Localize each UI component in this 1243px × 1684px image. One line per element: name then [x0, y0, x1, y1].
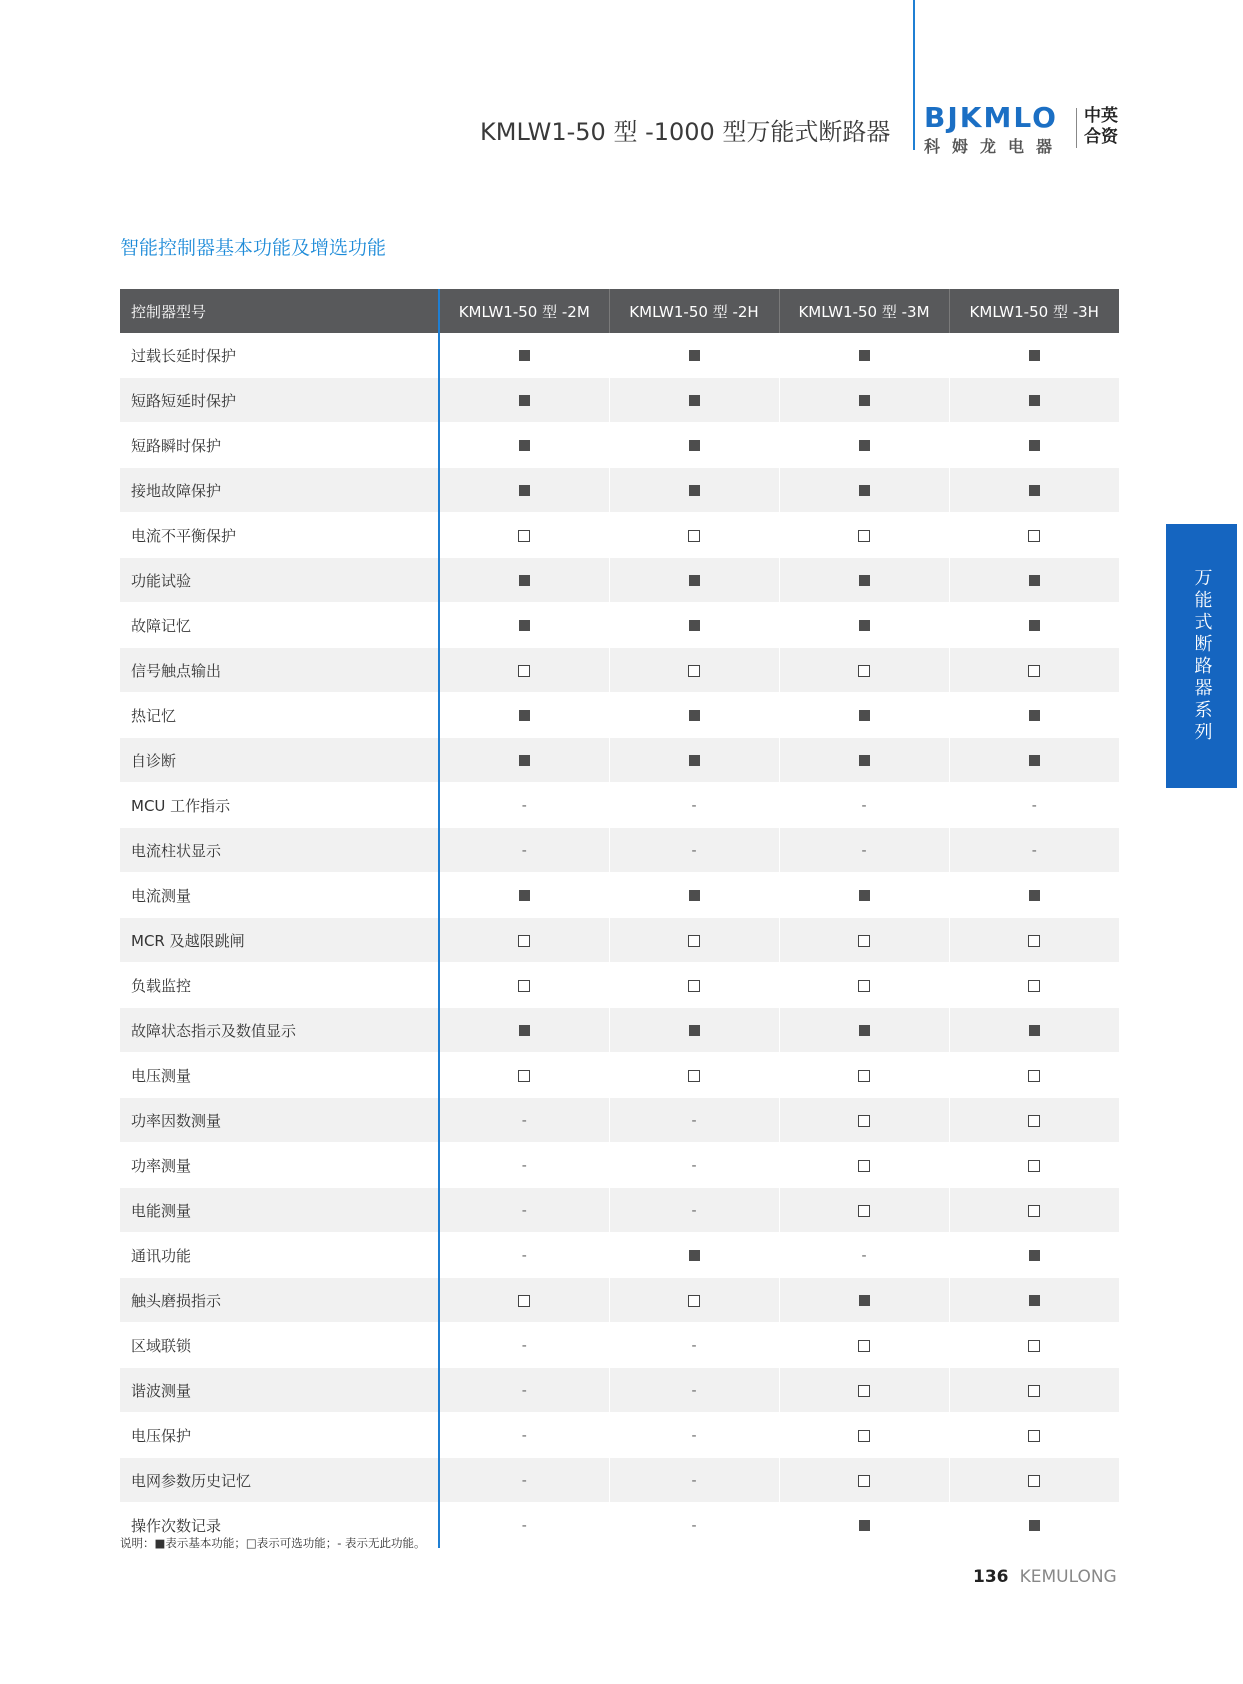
table-row	[120, 1368, 1119, 1413]
table-header-row	[120, 289, 1119, 333]
function-cell	[439, 1278, 609, 1323]
function-cell	[609, 918, 779, 963]
table-row	[120, 1413, 1119, 1458]
optional-function-mark	[858, 1340, 870, 1352]
optional-function-mark	[858, 1205, 870, 1217]
function-name: 谐波测量	[120, 1368, 439, 1413]
function-cell	[949, 918, 1119, 963]
basic-function-mark	[859, 755, 870, 766]
no-function-mark: -	[521, 1113, 527, 1129]
function-cell	[949, 1458, 1119, 1503]
optional-function-mark	[858, 665, 870, 677]
no-function-mark: -	[521, 798, 527, 814]
optional-function-mark	[858, 1430, 870, 1442]
table-row	[120, 333, 1119, 378]
no-function-mark: -	[521, 1383, 527, 1399]
footer-brand: KEMULONG	[1019, 1567, 1117, 1587]
function-name: 电流柱状显示	[120, 828, 439, 873]
optional-function-mark	[688, 980, 700, 992]
function-cell	[779, 603, 949, 648]
logo-chinese-name: 科姆龙电器	[924, 137, 1065, 156]
header-accent-line	[913, 0, 915, 150]
function-name: 热记忆	[120, 693, 439, 738]
function-cell	[949, 1143, 1119, 1188]
optional-function-mark	[1028, 1340, 1040, 1352]
table-row	[120, 603, 1119, 648]
optional-function-mark	[688, 1295, 700, 1307]
function-cell	[949, 1188, 1119, 1233]
function-cell	[779, 423, 949, 468]
table-row	[120, 378, 1119, 423]
no-function-mark: -	[521, 1203, 527, 1219]
function-cell	[779, 378, 949, 423]
basic-function-mark	[1029, 620, 1040, 631]
no-function-mark: -	[521, 1248, 527, 1264]
basic-function-mark	[1029, 575, 1040, 586]
basic-function-mark	[859, 1520, 870, 1531]
function-cell	[609, 1323, 779, 1368]
function-cell	[779, 783, 949, 828]
function-cell	[439, 423, 609, 468]
optional-function-mark	[1028, 1385, 1040, 1397]
function-cell	[439, 1143, 609, 1188]
no-function-mark: -	[521, 1518, 527, 1534]
basic-function-mark	[519, 350, 530, 361]
function-name: 电网参数历史记忆	[120, 1458, 439, 1503]
function-name: 短路瞬时保护	[120, 423, 439, 468]
function-cell	[439, 1368, 609, 1413]
function-cell	[439, 1188, 609, 1233]
basic-function-mark	[1029, 1295, 1040, 1306]
logo-divider	[1076, 108, 1077, 148]
function-cell	[439, 513, 609, 558]
optional-function-mark	[858, 1070, 870, 1082]
table-row	[120, 963, 1119, 1008]
basic-function-mark	[689, 1250, 700, 1261]
function-cell	[949, 648, 1119, 693]
function-cell	[949, 1503, 1119, 1548]
function-name: 故障状态指示及数值显示	[120, 1008, 439, 1053]
function-cell	[609, 423, 779, 468]
function-cell	[779, 333, 949, 378]
table-body	[120, 333, 1119, 1548]
no-function-mark: -	[861, 798, 867, 814]
optional-function-mark	[518, 1070, 530, 1082]
function-cell	[609, 513, 779, 558]
page-number: 136	[973, 1567, 1009, 1587]
table-row	[120, 558, 1119, 603]
function-cell	[609, 333, 779, 378]
function-cell	[949, 513, 1119, 558]
function-cell	[439, 963, 609, 1008]
no-function-mark: -	[691, 1383, 697, 1399]
function-cell	[609, 1503, 779, 1548]
function-cell	[779, 918, 949, 963]
optional-function-mark	[1028, 1475, 1040, 1487]
function-cell	[609, 783, 779, 828]
table-row	[120, 918, 1119, 963]
optional-function-mark	[688, 1070, 700, 1082]
optional-function-mark	[1028, 530, 1040, 542]
function-cell	[439, 603, 609, 648]
column-header-4: KMLW1-50 型 -3H	[949, 289, 1119, 333]
function-cell	[779, 1143, 949, 1188]
joint-venture-line-2: 合资	[1084, 127, 1118, 147]
basic-function-mark	[1029, 1520, 1040, 1531]
function-name: 电压保护	[120, 1413, 439, 1458]
basic-function-mark	[1029, 485, 1040, 496]
function-cell	[779, 1053, 949, 1098]
no-function-mark: -	[1031, 798, 1037, 814]
basic-function-mark	[859, 440, 870, 451]
function-cell	[779, 558, 949, 603]
function-cell	[779, 468, 949, 513]
optional-function-mark	[858, 1385, 870, 1397]
no-function-mark: -	[521, 1158, 527, 1174]
function-cell	[779, 513, 949, 558]
function-cell	[609, 828, 779, 873]
table-row	[120, 1278, 1119, 1323]
optional-function-mark	[858, 980, 870, 992]
basic-function-mark	[859, 890, 870, 901]
no-function-mark: -	[691, 1113, 697, 1129]
function-cell	[779, 1458, 949, 1503]
function-cell	[609, 603, 779, 648]
no-function-mark: -	[691, 1518, 697, 1534]
function-cell	[609, 378, 779, 423]
function-name: 功率测量	[120, 1143, 439, 1188]
optional-function-mark	[858, 530, 870, 542]
basic-function-mark	[519, 620, 530, 631]
function-name: 接地故障保护	[120, 468, 439, 513]
function-cell	[949, 1278, 1119, 1323]
optional-function-mark	[688, 935, 700, 947]
logo-wordmark: BJKMLO	[924, 101, 1058, 134]
function-name: 电流测量	[120, 873, 439, 918]
function-cell	[609, 1278, 779, 1323]
optional-function-mark	[1028, 1070, 1040, 1082]
joint-venture-line-1: 中英	[1084, 106, 1118, 126]
table-row	[120, 648, 1119, 693]
basic-function-mark	[689, 440, 700, 451]
basic-function-mark	[689, 350, 700, 361]
function-name: 触头磨损指示	[120, 1278, 439, 1323]
basic-function-mark	[859, 710, 870, 721]
no-function-mark: -	[861, 1248, 867, 1264]
basic-function-mark	[689, 485, 700, 496]
column-header-model: 控制器型号	[120, 289, 439, 333]
function-cell	[439, 648, 609, 693]
function-cell	[949, 333, 1119, 378]
function-table	[120, 289, 1119, 1548]
optional-function-mark	[858, 935, 870, 947]
function-cell	[609, 1143, 779, 1188]
function-name: 电流不平衡保护	[120, 513, 439, 558]
function-name: 电压测量	[120, 1053, 439, 1098]
function-cell	[609, 1008, 779, 1053]
company-logo	[924, 101, 1065, 157]
table-row	[120, 828, 1119, 873]
function-cell	[949, 1413, 1119, 1458]
function-cell	[949, 693, 1119, 738]
basic-function-mark	[1029, 395, 1040, 406]
basic-function-mark	[519, 575, 530, 586]
function-cell	[949, 1098, 1119, 1143]
no-function-mark: -	[521, 1428, 527, 1444]
basic-function-mark	[859, 1025, 870, 1036]
function-cell	[949, 558, 1119, 603]
function-cell	[779, 1233, 949, 1278]
function-cell	[609, 1368, 779, 1413]
document-title: KMLW1-50 型 -1000 型万能式断路器	[480, 118, 891, 146]
basic-function-mark	[1029, 1025, 1040, 1036]
optional-function-mark	[1028, 980, 1040, 992]
function-name: 操作次数记录	[120, 1503, 439, 1548]
function-cell	[609, 558, 779, 603]
function-cell	[439, 873, 609, 918]
basic-function-mark	[519, 890, 530, 901]
basic-function-mark	[859, 1295, 870, 1306]
function-name: MCU 工作指示	[120, 783, 439, 828]
basic-function-mark	[689, 395, 700, 406]
table-row	[120, 1143, 1119, 1188]
basic-function-mark	[689, 710, 700, 721]
optional-function-mark	[858, 1115, 870, 1127]
function-cell	[779, 1323, 949, 1368]
function-cell	[439, 333, 609, 378]
function-cell	[949, 378, 1119, 423]
no-function-mark: -	[691, 1158, 697, 1174]
table-row	[120, 1008, 1119, 1053]
function-cell	[779, 648, 949, 693]
basic-function-mark	[689, 620, 700, 631]
function-cell	[779, 1008, 949, 1053]
side-tab	[1166, 524, 1237, 788]
function-cell	[949, 1233, 1119, 1278]
basic-function-mark	[1029, 350, 1040, 361]
function-cell	[609, 1053, 779, 1098]
function-cell	[439, 1323, 609, 1368]
basic-function-mark	[519, 395, 530, 406]
function-cell	[779, 1413, 949, 1458]
function-name: 通讯功能	[120, 1233, 439, 1278]
column-header-1: KMLW1-50 型 -2M	[439, 289, 609, 333]
function-cell	[439, 738, 609, 783]
function-cell	[609, 468, 779, 513]
table-row	[120, 1458, 1119, 1503]
optional-function-mark	[688, 665, 700, 677]
function-name: 电能测量	[120, 1188, 439, 1233]
function-cell	[609, 1458, 779, 1503]
basic-function-mark	[859, 620, 870, 631]
table-row	[120, 423, 1119, 468]
no-function-mark: -	[521, 843, 527, 859]
function-cell	[779, 1188, 949, 1233]
function-cell	[609, 1413, 779, 1458]
table-row	[120, 513, 1119, 558]
function-cell	[779, 1278, 949, 1323]
function-cell	[949, 1323, 1119, 1368]
basic-function-mark	[519, 440, 530, 451]
optional-function-mark	[1028, 1115, 1040, 1127]
basic-function-mark	[1029, 755, 1040, 766]
function-cell	[949, 738, 1119, 783]
optional-function-mark	[1028, 1205, 1040, 1217]
table-row	[120, 783, 1119, 828]
basic-function-mark	[689, 890, 700, 901]
basic-function-mark	[1029, 710, 1040, 721]
function-name: MCR 及越限跳闸	[120, 918, 439, 963]
function-cell	[779, 873, 949, 918]
function-cell	[439, 1413, 609, 1458]
function-cell	[439, 468, 609, 513]
table-row	[120, 1053, 1119, 1098]
basic-function-mark	[519, 710, 530, 721]
table-row	[120, 1323, 1119, 1368]
function-cell	[949, 783, 1119, 828]
function-cell	[609, 1098, 779, 1143]
table-row	[120, 1098, 1119, 1143]
function-cell	[609, 1233, 779, 1278]
basic-function-mark	[689, 755, 700, 766]
function-name: 负载监控	[120, 963, 439, 1008]
function-cell	[609, 693, 779, 738]
legend-note: 说明：■表示基本功能；□表示可选功能；- 表示无此功能。	[120, 1536, 426, 1550]
basic-function-mark	[859, 350, 870, 361]
no-function-mark: -	[1031, 843, 1037, 859]
basic-function-mark	[859, 575, 870, 586]
function-cell	[779, 738, 949, 783]
no-function-mark: -	[691, 1203, 697, 1219]
function-cell	[949, 423, 1119, 468]
column-header-3: KMLW1-50 型 -3M	[779, 289, 949, 333]
basic-function-mark	[859, 485, 870, 496]
function-cell	[439, 1098, 609, 1143]
function-cell	[439, 1008, 609, 1053]
basic-function-mark	[519, 485, 530, 496]
basic-function-mark	[1029, 1250, 1040, 1261]
no-function-mark: -	[691, 798, 697, 814]
function-cell	[949, 603, 1119, 648]
basic-function-mark	[519, 1025, 530, 1036]
optional-function-mark	[858, 1160, 870, 1172]
table-row	[120, 468, 1119, 513]
no-function-mark: -	[521, 1473, 527, 1489]
no-function-mark: -	[861, 843, 867, 859]
function-name: 自诊断	[120, 738, 439, 783]
function-cell	[779, 1368, 949, 1413]
basic-function-mark	[689, 1025, 700, 1036]
basic-function-mark	[859, 395, 870, 406]
optional-function-mark	[518, 530, 530, 542]
no-function-mark: -	[521, 1338, 527, 1354]
function-cell	[949, 1053, 1119, 1098]
table-row	[120, 693, 1119, 738]
optional-function-mark	[1028, 1430, 1040, 1442]
no-function-mark: -	[691, 1473, 697, 1489]
basic-function-mark	[1029, 440, 1040, 451]
function-name: 故障记忆	[120, 603, 439, 648]
function-cell	[779, 828, 949, 873]
function-cell	[949, 963, 1119, 1008]
function-cell	[779, 1098, 949, 1143]
function-cell	[609, 1188, 779, 1233]
optional-function-mark	[1028, 1160, 1040, 1172]
function-cell	[439, 378, 609, 423]
table-row	[120, 1188, 1119, 1233]
page-footer	[973, 1567, 1117, 1587]
function-cell	[439, 1233, 609, 1278]
function-cell	[949, 828, 1119, 873]
function-name: 功能试验	[120, 558, 439, 603]
function-name: 功率因数测量	[120, 1098, 439, 1143]
function-cell	[949, 1008, 1119, 1053]
function-name: 过载长延时保护	[120, 333, 439, 378]
optional-function-mark	[858, 1475, 870, 1487]
function-cell	[439, 828, 609, 873]
function-cell	[439, 558, 609, 603]
basic-function-mark	[519, 755, 530, 766]
function-name: 短路短延时保护	[120, 378, 439, 423]
table-row	[120, 1233, 1119, 1278]
no-function-mark: -	[691, 1338, 697, 1354]
function-cell	[779, 693, 949, 738]
function-name: 信号触点输出	[120, 648, 439, 693]
optional-function-mark	[688, 530, 700, 542]
function-cell	[439, 1458, 609, 1503]
optional-function-mark	[1028, 665, 1040, 677]
optional-function-mark	[518, 980, 530, 992]
function-cell	[439, 783, 609, 828]
section-title: 智能控制器基本功能及增选功能	[120, 237, 387, 259]
basic-function-mark	[689, 575, 700, 586]
column-header-2: KMLW1-50 型 -2H	[609, 289, 779, 333]
no-function-mark: -	[691, 1428, 697, 1444]
function-cell	[779, 1503, 949, 1548]
optional-function-mark	[518, 1295, 530, 1307]
function-cell	[439, 1503, 609, 1548]
function-cell	[609, 873, 779, 918]
side-tab-label: 万能式断路器系列	[1191, 568, 1213, 744]
table-row	[120, 738, 1119, 783]
function-cell	[609, 963, 779, 1008]
function-cell	[949, 1368, 1119, 1413]
function-cell	[609, 738, 779, 783]
table-row	[120, 873, 1119, 918]
function-cell	[439, 693, 609, 738]
joint-venture-label	[1084, 106, 1118, 148]
optional-function-mark	[518, 935, 530, 947]
function-cell	[439, 918, 609, 963]
function-cell	[609, 648, 779, 693]
function-name: 区域联锁	[120, 1323, 439, 1368]
optional-function-mark	[1028, 935, 1040, 947]
function-cell	[949, 468, 1119, 513]
function-cell	[779, 963, 949, 1008]
function-cell	[439, 1053, 609, 1098]
no-function-mark: -	[691, 843, 697, 859]
optional-function-mark	[518, 665, 530, 677]
function-cell	[949, 873, 1119, 918]
basic-function-mark	[1029, 890, 1040, 901]
